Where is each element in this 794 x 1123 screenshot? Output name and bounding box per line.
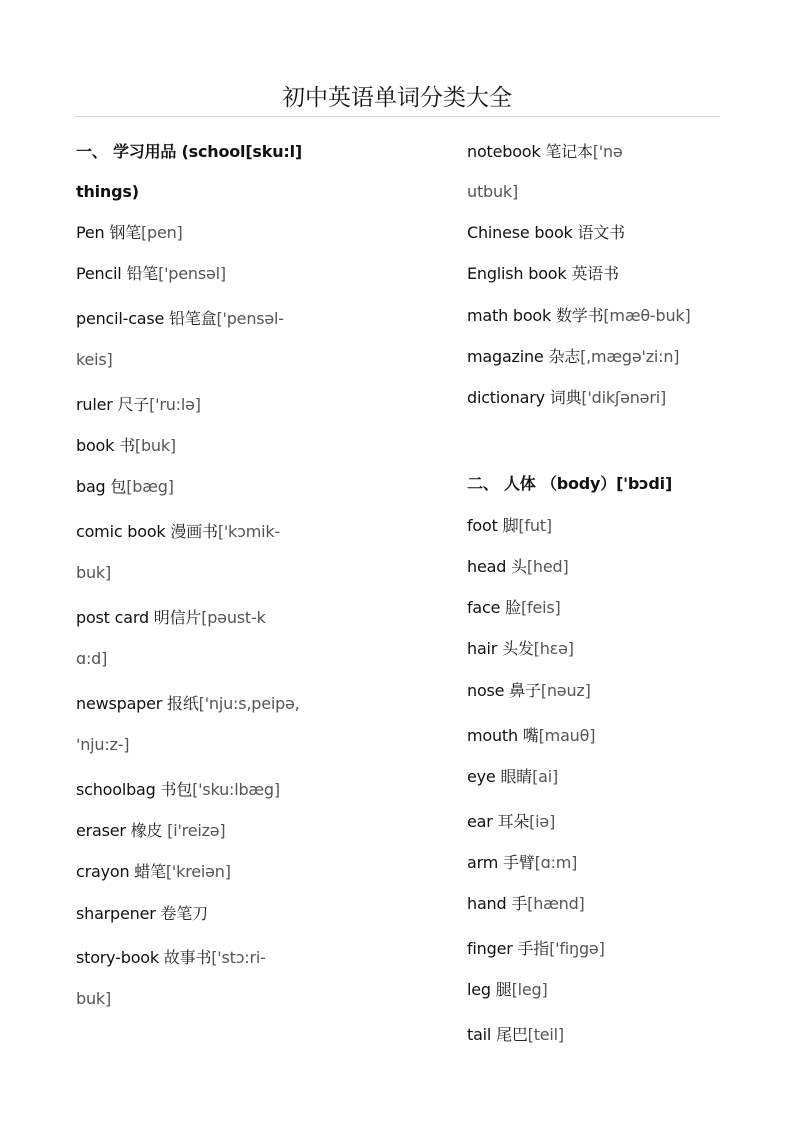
english-word: pencil-case xyxy=(76,309,165,328)
phonetic: [bæg] xyxy=(126,477,174,496)
english-word: English book xyxy=(467,264,567,283)
vocab-entry xyxy=(76,861,231,883)
phonetic: [teil] xyxy=(527,1025,564,1044)
phonetic: ['sku:lbæg] xyxy=(192,780,280,799)
vocab-continuation xyxy=(76,988,111,1010)
phonetic: [buk] xyxy=(134,436,176,455)
chinese-meaning: 头 xyxy=(511,557,527,576)
chinese-meaning: 英语书 xyxy=(571,264,619,283)
english-word: tail xyxy=(467,1025,492,1044)
english-word: hand xyxy=(467,894,507,913)
chinese-meaning: 笔记本 xyxy=(545,142,593,161)
vocab-entry xyxy=(467,979,548,1001)
vocab-entry xyxy=(467,222,625,244)
page-title: 初中英语单词分类大全 xyxy=(282,85,512,111)
english-word: comic book xyxy=(76,522,166,541)
english-word: Pen xyxy=(76,223,105,242)
vocab-entry xyxy=(76,820,225,842)
vocab-entry xyxy=(467,766,558,788)
english-word: head xyxy=(467,557,507,576)
chinese-meaning: 明信片 xyxy=(153,608,202,627)
chinese-meaning: 橡皮 xyxy=(130,821,163,840)
title-divider xyxy=(74,116,720,117)
phonetic-continuation: utbuk] xyxy=(467,182,519,201)
phonetic: ['pensəl] xyxy=(158,264,226,283)
vocab-entry xyxy=(467,1024,564,1046)
phonetic-continuation: ɑ:d] xyxy=(76,649,108,668)
chinese-meaning: 杂志 xyxy=(548,347,581,366)
english-word: face xyxy=(467,598,501,617)
phonetic-continuation: buk] xyxy=(76,563,112,582)
english-word: magazine xyxy=(467,347,544,366)
chinese-meaning: 手 xyxy=(511,894,528,913)
phonetic: [ai] xyxy=(532,767,558,786)
vocab-entry xyxy=(467,893,585,915)
vocab-entry xyxy=(76,476,174,498)
english-word: leg xyxy=(467,980,491,999)
phonetic: ['nə xyxy=(592,142,623,161)
chinese-meaning: 脚 xyxy=(502,516,519,535)
chinese-meaning: 铅笔盒 xyxy=(169,309,217,328)
vocab-continuation xyxy=(76,562,111,584)
chinese-meaning: 嘴 xyxy=(522,726,539,745)
phonetic: [i'reizə] xyxy=(162,821,226,840)
vocab-entry xyxy=(76,308,284,330)
chinese-meaning: 手指 xyxy=(517,939,550,958)
section-heading-text: things) xyxy=(76,182,139,201)
vocab-entry xyxy=(467,346,679,368)
vocab-entry xyxy=(76,222,183,244)
english-word: dictionary xyxy=(467,388,545,407)
section-heading xyxy=(76,181,139,203)
chinese-meaning: 鼻子 xyxy=(509,681,541,700)
phonetic: ['stɔ:ri- xyxy=(211,948,266,967)
english-word: Chinese book xyxy=(467,223,573,242)
chinese-meaning: 铅笔 xyxy=(126,264,159,283)
english-word: book xyxy=(76,436,115,455)
vocab-continuation xyxy=(467,181,518,203)
phonetic: [leg] xyxy=(511,980,548,999)
english-word: schoolbag xyxy=(76,780,156,799)
vocab-entry xyxy=(467,556,569,578)
vocab-entry xyxy=(467,515,552,537)
phonetic: [mæθ-buk] xyxy=(603,306,691,325)
vocab-entry xyxy=(76,394,201,416)
phonetic: [feis] xyxy=(520,598,561,617)
vocab-entry xyxy=(76,607,266,629)
chinese-meaning: 腿 xyxy=(495,980,512,999)
chinese-meaning: 脸 xyxy=(505,598,521,617)
phonetic: ['nju:s,peipə, xyxy=(198,694,300,713)
english-word: story-book xyxy=(76,948,159,967)
chinese-meaning: 钢笔 xyxy=(109,223,141,242)
phonetic: [mauθ] xyxy=(538,726,596,745)
english-word: crayon xyxy=(76,862,130,881)
chinese-meaning: 语文书 xyxy=(577,223,625,242)
english-word: finger xyxy=(467,939,513,958)
chinese-meaning: 包 xyxy=(110,477,127,496)
vocab-continuation xyxy=(76,648,107,670)
english-word: ruler xyxy=(76,395,113,414)
vocab-entry xyxy=(467,938,605,960)
vocab-entry xyxy=(76,263,226,285)
english-word: ear xyxy=(467,812,493,831)
vocab-entry xyxy=(467,725,595,747)
vocab-entry xyxy=(76,521,280,543)
section-heading xyxy=(467,473,672,495)
phonetic: [pen] xyxy=(140,223,183,242)
vocab-entry xyxy=(467,811,555,833)
english-word: notebook xyxy=(467,142,541,161)
phonetic: ['pensəl- xyxy=(216,309,284,328)
vocab-entry xyxy=(76,903,208,925)
phonetic-continuation: 'nju:z-] xyxy=(76,735,130,754)
chinese-meaning: 蜡笔 xyxy=(134,862,166,881)
phonetic-continuation: keis] xyxy=(76,350,113,369)
english-word: hair xyxy=(467,639,498,658)
chinese-meaning: 漫画书 xyxy=(170,522,218,541)
phonetic: [,mægə'zi:n] xyxy=(580,347,680,366)
vocab-continuation xyxy=(76,734,129,756)
vocab-entry xyxy=(467,597,561,619)
english-word: eye xyxy=(467,767,496,786)
english-word: post card xyxy=(76,608,149,627)
phonetic: ['ru:lə] xyxy=(149,395,201,414)
phonetic: ['dikʃənəri] xyxy=(581,388,666,407)
phonetic: ['kɔmik- xyxy=(217,522,280,541)
vocab-entry xyxy=(76,779,280,801)
english-word: mouth xyxy=(467,726,518,745)
chinese-meaning: 尾巴 xyxy=(496,1025,528,1044)
vocab-entry xyxy=(467,141,623,163)
vocab-entry xyxy=(467,680,591,702)
phonetic: ['fiŋgə] xyxy=(549,939,605,958)
chinese-meaning: 书包 xyxy=(160,780,193,799)
phonetic: [ɑ:m] xyxy=(534,853,578,872)
english-word: nose xyxy=(467,681,505,700)
chinese-meaning: 尺子 xyxy=(117,395,150,414)
phonetic: [pəust-k xyxy=(201,608,266,627)
english-word: sharpener xyxy=(76,904,156,923)
phonetic: [hεə] xyxy=(533,639,574,658)
chinese-meaning: 头发 xyxy=(502,639,534,658)
vocab-entry xyxy=(76,435,176,457)
chinese-meaning: 故事书 xyxy=(163,948,212,967)
vocab-entry xyxy=(467,263,619,285)
phonetic: [nəuz] xyxy=(540,681,591,700)
english-word: Pencil xyxy=(76,264,122,283)
english-word: arm xyxy=(467,853,499,872)
english-word: math book xyxy=(467,306,552,325)
vocab-entry xyxy=(76,947,266,969)
section-heading xyxy=(76,141,302,163)
phonetic: [hed] xyxy=(526,557,569,576)
vocab-entry xyxy=(467,305,691,327)
vocab-entry xyxy=(467,852,577,874)
english-word: newspaper xyxy=(76,694,163,713)
english-word: eraser xyxy=(76,821,126,840)
section-heading-text: 一、 学习用品 (school[sku:l] xyxy=(76,142,302,161)
chinese-meaning: 耳朵 xyxy=(497,812,530,831)
english-word: bag xyxy=(76,477,106,496)
chinese-meaning: 书 xyxy=(119,436,135,455)
chinese-meaning: 数学书 xyxy=(555,306,604,325)
phonetic-continuation: buk] xyxy=(76,989,112,1008)
chinese-meaning: 眼睛 xyxy=(500,767,533,786)
phonetic: [fut] xyxy=(518,516,552,535)
chinese-meaning: 报纸 xyxy=(167,694,199,713)
vocab-continuation xyxy=(76,349,113,371)
phonetic: [hænd] xyxy=(527,894,585,913)
section-heading-text: 二、 人体 （body）['bɔdi] xyxy=(467,474,673,493)
vocab-entry xyxy=(467,387,666,409)
chinese-meaning: 卷笔刀 xyxy=(160,904,208,923)
phonetic: ['kreiən] xyxy=(165,862,231,881)
vocab-entry xyxy=(76,693,300,715)
vocab-entry xyxy=(467,638,574,660)
phonetic: [iə] xyxy=(529,812,556,831)
chinese-meaning: 词典 xyxy=(549,388,582,407)
chinese-meaning: 手臂 xyxy=(502,853,535,872)
english-word: foot xyxy=(467,516,498,535)
